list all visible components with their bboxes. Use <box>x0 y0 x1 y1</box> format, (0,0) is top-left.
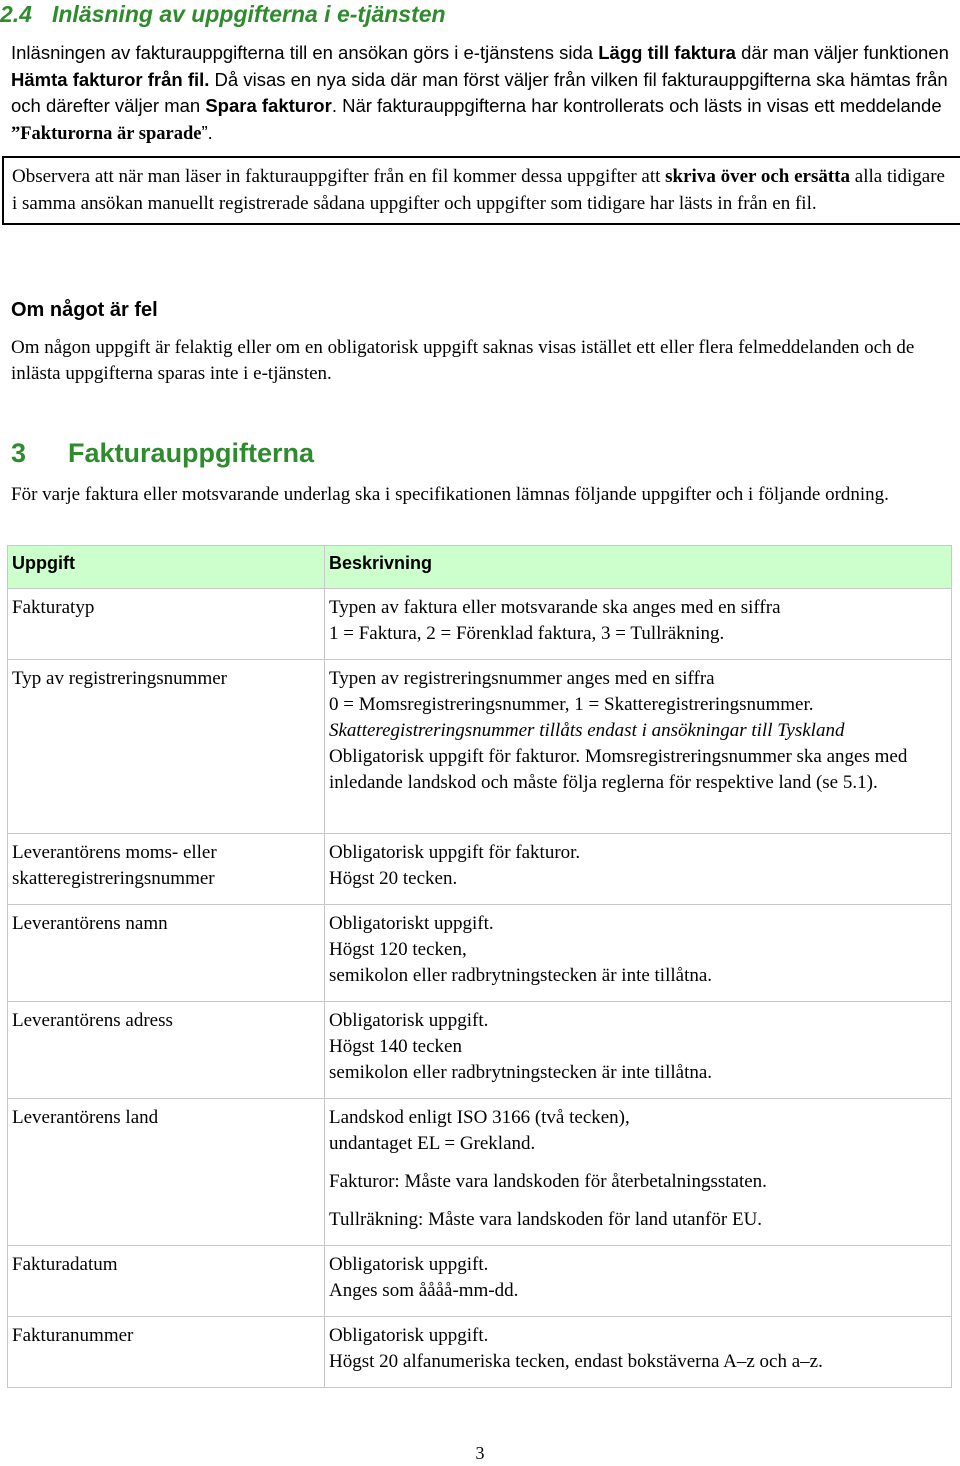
section-title: Inläsning av uppgifterna i e-tjänsten <box>51 1 446 27</box>
note-box <box>2 156 960 225</box>
emphasis: skriva över och ersätta <box>665 166 851 187</box>
section-3-intro: För varje faktura eller motsvarande underlag ska i specifikationen lämnas följande uppgifter och i följande ordning. <box>11 484 889 505</box>
description-line: Högst 140 tecken <box>329 1036 462 1057</box>
description-line: 0 = Momsregistreringsnummer, 1 = Skatteregistreringsnummer. <box>329 694 814 715</box>
intro-paragraph <box>11 40 951 147</box>
description-line: Högst 120 tecken, <box>329 939 467 960</box>
description-line: Anges som åååå-mm-dd. <box>329 1280 519 1301</box>
description-cell <box>325 834 952 905</box>
description-line: Obligatorisk uppgift. <box>329 1325 489 1346</box>
description-line: Högst 20 alfanumeriska tecken, endast bokstäverna A–z och a–z. <box>329 1351 823 1372</box>
description-line: 1 = Faktura, 2 = Förenklad faktura, 3 = Tullräkning. <box>329 623 725 644</box>
page-number: 3 <box>475 1443 485 1463</box>
function-name-add-invoice: Lägg till faktura <box>598 42 736 63</box>
description-line: Obligatorisk uppgift för fakturor. <box>329 842 581 863</box>
description-line: Obligatorisk uppgift. <box>329 1010 489 1031</box>
description-line: Obligatorisk uppgift. <box>329 1254 489 1275</box>
field-cell: Leverantörens namn <box>8 905 325 1002</box>
field-cell: Fakturanummer <box>8 1317 325 1388</box>
field-cell: Typ av registreringsnummer <box>8 660 325 834</box>
field-cell: Fakturatyp <box>8 589 325 660</box>
subheading-errors: Om något är fel <box>11 299 158 321</box>
description-cell <box>325 1099 952 1246</box>
description-line: semikolon eller radbrytningstecken är inte tillåtna. <box>329 965 713 986</box>
field-cell: Leverantörens land <box>8 1099 325 1246</box>
description-line: Obligatoriskt uppgift. <box>329 913 494 934</box>
table-row <box>8 834 952 905</box>
table-row <box>8 1099 952 1246</box>
section-heading-3 <box>11 437 314 469</box>
description-line: semikolon eller radbrytningstecken är inte tillåtna. <box>329 1062 713 1083</box>
column-header-description: Beskrivning <box>325 546 952 589</box>
description-line: undantaget EL = Grekland. <box>329 1133 536 1154</box>
description-line: Fakturor: Måste vara landskoden för återbetalningsstaten. <box>329 1171 767 1192</box>
description-cell <box>325 905 952 1002</box>
field-cell: Leverantörens moms- eller skatteregistreringsnummer <box>8 834 325 905</box>
description-line: Högst 20 tecken. <box>329 868 458 889</box>
table-row <box>8 1317 952 1388</box>
text-run: ”. <box>201 121 213 143</box>
section-title: Fakturauppgifterna <box>68 438 315 468</box>
column-header-field: Uppgift <box>8 546 325 589</box>
spec-table <box>7 545 952 1388</box>
description-line: Tullräkning: Måste vara landskoden för land utanför EU. <box>329 1209 763 1230</box>
table-row <box>8 660 952 834</box>
section-number: 2.4 <box>0 1 32 27</box>
field-cell: Fakturadatum <box>8 1246 325 1317</box>
function-name-fetch-invoices: Hämta fakturor från fil. <box>11 68 210 90</box>
table-row <box>8 1246 952 1317</box>
table-row <box>8 589 952 660</box>
text-run: där man väljer funktionen <box>735 42 949 63</box>
text-run: Då visas en nya sida där man först väljer från vilken fil fakturauppgifterna ska hämtas från och därefter väljer man <box>11 68 948 116</box>
text-run: Inläsningen av fakturauppgifterna till en ansökan görs i e-tjänstens sida <box>11 42 599 63</box>
errors-paragraph: Om någon uppgift är felaktig eller om en obligatorisk uppgift saknas visas istället ett eller flera felmeddelanden och de inlästa uppgifterna sparas inte i e-tjänsten. <box>11 337 915 384</box>
description-line: Typen av faktura eller motsvarande ska anges med en siffra <box>329 597 781 618</box>
description-cell <box>325 1002 952 1099</box>
text-run: . När fakturauppgifterna har kontrollerats och lästs in visas ett meddelande <box>331 95 942 116</box>
section-number: 3 <box>11 438 27 468</box>
description-line: Obligatorisk uppgift för fakturor. Momsregistreringsnummer ska anges med inledande landskod och måste följa reglerna för respektive land (se 5.1). <box>329 746 908 793</box>
description-cell <box>325 660 952 834</box>
description-line: Landskod enligt ISO 3166 (två tecken), <box>329 1107 630 1128</box>
saved-message: ”Fakturorna är sparade <box>11 123 202 144</box>
function-name-save-invoices: Spara fakturor <box>205 95 332 116</box>
section-heading-2-4 <box>0 0 446 28</box>
description-cell <box>325 1246 952 1317</box>
table-row <box>8 905 952 1002</box>
description-cell <box>325 1317 952 1388</box>
table-row <box>8 1002 952 1099</box>
description-cell <box>325 589 952 660</box>
field-cell: Leverantörens adress <box>8 1002 325 1099</box>
text-run: Observera att när man läser in fakturauppgifter från en fil kommer dessa uppgifter att <box>12 166 666 187</box>
table-header-row <box>8 546 952 589</box>
text-run: alla tidigare i samma ansökan manuellt registrerade sådana uppgifter och uppgifter som tidigare har lästs in från en fil. <box>12 166 945 214</box>
description-note: Skatteregistreringsnummer tillåts endast i ansökningar till Tyskland <box>329 720 845 741</box>
description-line: Typen av registreringsnummer anges med en siffra <box>329 668 715 689</box>
